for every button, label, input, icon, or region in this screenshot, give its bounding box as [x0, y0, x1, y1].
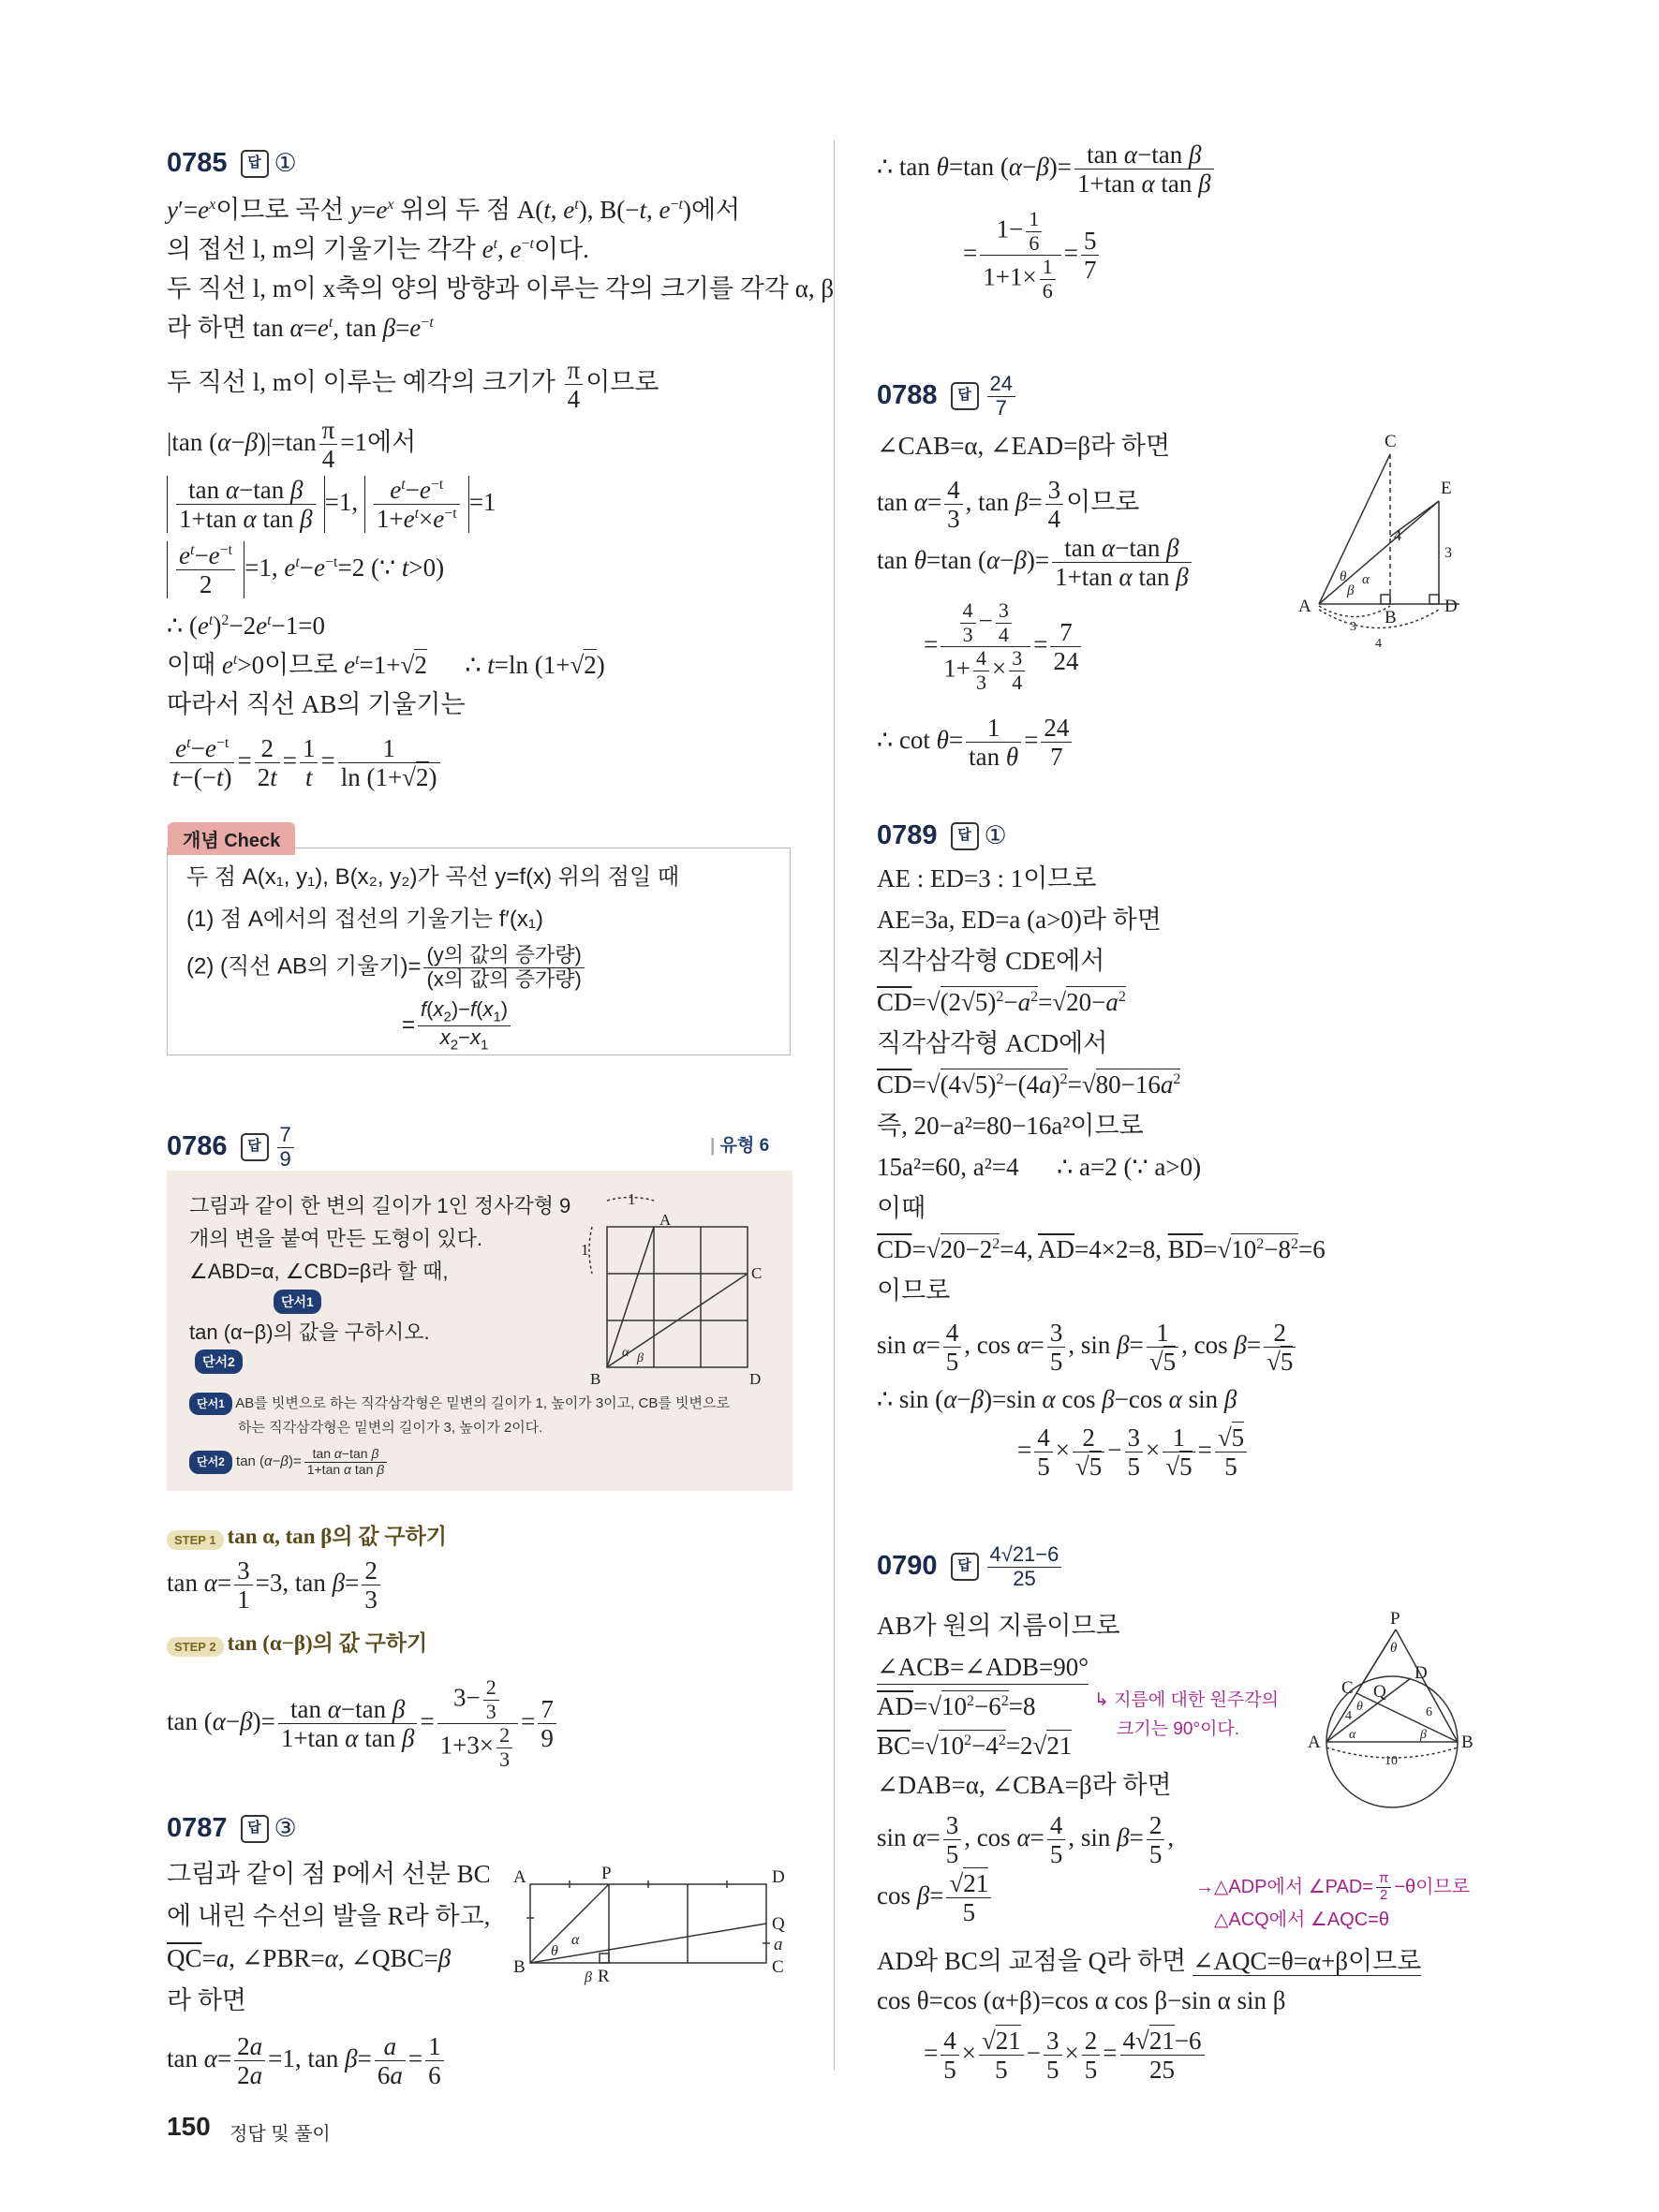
note-angle-relation: →△ADP에서 ∠PAD= $\frac{\pi}{2}$ −θ이므로 △ACQ에서 ∠AQC=θ	[1195, 1870, 1471, 1931]
svg-text:D: D	[1415, 1663, 1428, 1683]
math-line: $\overline{CD}=√20-2^2=4$, $\overline{AD}=4\times 2=8$, $\overline{BD}=√10^2-8^2=6$	[877, 1235, 1326, 1263]
svg-text:P: P	[601, 1864, 612, 1883]
text-line: $y'=e^x$이므로 곡선 $y=e^x$ 위의 두 점 A(t, $e^t$), B(−t, $e^{-t}$)에서	[167, 196, 741, 224]
math-line: tan (α−β)= $\frac{\text{tan α−tan β}}{\text{1+tan α tan β}}$ = 3− $\frac{2}{3}$ 1+3× $\frac{2}{3}$ = $\frac{7}{9}$	[167, 1676, 559, 1772]
svg-text:β: β	[585, 1969, 592, 1985]
svg-text:α: α	[571, 1932, 580, 1948]
svg-text:4: 4	[1375, 637, 1382, 651]
svg-text:C: C	[772, 1957, 784, 1977]
text-line: 그림과 같이 점 P에서 선분 BC	[167, 1860, 491, 1888]
math-line: $\overline{AD}=√10^2-6^2=8$	[877, 1692, 1036, 1720]
text-line: 즉, 20−a²=80−16a²이므로	[877, 1112, 1144, 1140]
problem-0786-box	[167, 1171, 792, 1491]
answer-icon: 답	[951, 1553, 979, 1581]
text-line: 에 내린 수선의 발을 R라 하고,	[167, 1902, 491, 1930]
text-line: 라 하면	[167, 1986, 246, 2014]
circle-figure	[1298, 1611, 1495, 1817]
text-line: 이때	[877, 1194, 926, 1222]
text-line: AB가 원의 지름이므로	[877, 1612, 1120, 1640]
math-line: $\overline{CD}=√(2√5)^2-a^2=√20-a^2$	[877, 988, 1126, 1016]
problem-number: 0786	[167, 1130, 228, 1161]
math-line: $\frac{e^t-e^{-t}}{2}$ =1, $e^t-e^{-t}=2$ (∵ t>0)	[167, 541, 444, 598]
page-number: 150	[167, 2112, 211, 2141]
svg-text:α: α	[622, 1346, 630, 1360]
math-line: tan α= $\frac{4}{3}$ , tan β= $\frac{3}{4}$ 이므로	[877, 476, 1140, 534]
svg-text:β: β	[1347, 583, 1355, 598]
math-line: $\overline{CD}=√(4√5)^2-(4a)^2=√80-16a^2$	[877, 1070, 1181, 1099]
answer-icon: 답	[241, 1815, 269, 1843]
problem-number: 0787	[167, 1813, 228, 1843]
concept-check-box	[167, 831, 791, 1055]
problem-0787-header	[167, 1813, 297, 1844]
svg-text:6: 6	[1426, 1705, 1432, 1719]
svg-text:α: α	[1349, 1728, 1356, 1742]
text-line: 직각삼각형 CDE에서	[877, 947, 1105, 975]
math-line: |tan (α−β)|=tan $\frac{\pi}{4}$ =1에서	[167, 416, 417, 474]
text-line: cos θ=cos (α+β)=cos α cos β−sin α sin β	[877, 1986, 1286, 2014]
section-title: 정답 및 풀이	[230, 2124, 331, 2145]
step2-heading: STEP 2 tan (α−β)의 값 구하기	[167, 1626, 427, 1657]
svg-text:C: C	[1385, 432, 1397, 451]
text-line: $\overline{QC}=a$, ∠PBR=α, ∠QBC=β	[167, 1944, 452, 1972]
answer-value: $\frac{24}{7}$	[987, 373, 1015, 420]
svg-text:θ: θ	[551, 1943, 558, 1959]
math-line: ∴ sin (α−β)=sin α cos β−cos α sin β	[877, 1385, 1237, 1413]
svg-text:A: A	[1298, 597, 1311, 616]
svg-text:D: D	[749, 1370, 762, 1388]
hint-tag-2: 단서2	[195, 1349, 243, 1374]
svg-text:E: E	[1441, 479, 1452, 498]
math-line: cos β= $\frac{√21}{5}$	[877, 1869, 994, 1926]
math-line: tan α= $\frac{2a}{2a}$ =1, tan β= $\frac{a}{6a}$ = $\frac{1}{6}$	[167, 2032, 447, 2089]
svg-text:10: 10	[1385, 1754, 1398, 1768]
math-line: $\frac{\text{tan α−tan β}}{\text{1+tan α tan β}}$ =1, $\frac{e^t-e^{-t}}{1+e^t\times e^{-t}}$ =1	[167, 476, 496, 533]
answer-value: $\frac{4√21-6}{25}$	[987, 1543, 1062, 1590]
svg-text:a: a	[774, 1935, 783, 1954]
svg-text:3: 3	[1444, 545, 1452, 561]
text-line: 두 직선 l, m이 이루는 예각의 크기가 $\frac{\pi}{4}$ 이므로	[167, 356, 659, 414]
problem-0785-header	[167, 148, 297, 179]
text-line: AD와 BC의 교점을 Q라 하면 ∠AQC=θ=α+β이므로	[877, 1947, 1422, 1975]
problem-number: 0785	[167, 148, 228, 178]
problem-number: 0790	[877, 1550, 938, 1581]
answer-icon: 답	[241, 1133, 269, 1161]
answer-icon: 답	[951, 382, 979, 410]
math-line: tan α= $\frac{3}{1}$ =3, tan β= $\frac{2}{3}$	[167, 1556, 383, 1614]
text-line: 따라서 직선 AB의 기울기는	[167, 690, 466, 718]
svg-text:β: β	[637, 1351, 644, 1365]
math-line: ∴ cot θ= $\frac{1}{\text{tan θ}}$ = $\frac{24}{7}$	[877, 714, 1074, 771]
grid-figure	[579, 1189, 766, 1388]
problem-text: 그림과 같이 한 변의 길이가 1인 정사각형 9 개의 변을 붙여 만든 도형이 있다. ∠ABD=α, ∠CBD=β라 할 때, 단서1 tan (α−β)의 값을 구하시오. 단서2	[189, 1189, 570, 1376]
math-line: 이때 $e^t>0$이므로 $e^t=1+√2$ ∴ t=ln (1+√2)	[167, 651, 605, 679]
answer-icon: 답	[951, 822, 979, 850]
svg-text:C: C	[1341, 1678, 1354, 1698]
svg-text:Q: Q	[1373, 1682, 1386, 1702]
rectangle-figure	[513, 1864, 794, 1995]
answer-value: ③	[274, 1814, 297, 1842]
svg-text:B: B	[590, 1370, 601, 1388]
math-line: = 1− $\frac{1}{6}$ 1+1× $\frac{1}{6}$ = $\frac{5}{7}$	[963, 208, 1102, 303]
svg-text:3: 3	[1350, 620, 1356, 634]
svg-text:Q: Q	[772, 1914, 785, 1934]
note-inscribed-angle: ↳ 지름에 대한 원주각의 크기는 90°이다.	[1094, 1690, 1279, 1740]
problem-number: 0789	[877, 820, 938, 850]
svg-text:D: D	[1444, 597, 1458, 616]
svg-text:θ: θ	[1356, 1700, 1363, 1714]
column-divider	[834, 140, 835, 2070]
svg-text:β: β	[1420, 1728, 1427, 1742]
svg-text:B: B	[513, 1957, 526, 1977]
text-line: 직각삼각형 ACD에서	[877, 1029, 1108, 1057]
text-line: 라 하면 $\tan \alpha=e^t$, $\tan \beta=e^{-t}$	[167, 314, 434, 342]
answer-value: ①	[274, 149, 297, 177]
hint-tag-1: 단서1	[274, 1290, 321, 1314]
text-line: ∠ACB=∠ADB=90°	[877, 1652, 1089, 1685]
problem-0786-header	[167, 1124, 297, 1171]
math-line: sin α= $\frac{3}{5}$ , cos α= $\frac{4}{5}$ , sin β= $\frac{2}{5}$ ,	[877, 1811, 1175, 1869]
problem-number: 0788	[877, 379, 938, 410]
svg-text:A: A	[659, 1211, 672, 1229]
text-line: AE=3a, ED=a (a>0)라 하면	[877, 906, 1162, 934]
concept-check-tag: 개념 Check	[168, 822, 295, 855]
math-line: ∴ tan θ=tan (α−β)= $\frac{\text{tan α−tan β}}{\text{1+tan α tan β}}$	[877, 140, 1217, 198]
step1-heading: STEP 1 tan α, tan β의 값 구하기	[167, 1519, 447, 1550]
text-line: 의 접선 l, m의 기울기는 각각 $e^t$, $e^{-t}$이다.	[167, 235, 589, 263]
answer-icon: 답	[241, 150, 269, 178]
math-line: ∴ $(e^t)^2-2e^t-1=0$	[167, 612, 325, 640]
hint-text: 단서1 AB를 빗변으로 하는 직각삼각형은 밑변의 길이가 1, 높이가 3이고, CB를 빗변으로 하는 직각삼각형은 밑변의 길이가 3, 높이가 2이다. 단서2 tan (α−β)= $\frac{\text{tan α−tan β}}{\text{1+tan α tan β}}$	[189, 1392, 730, 1477]
svg-text:B: B	[1385, 608, 1397, 627]
problem-type-badge: | 유형 6	[710, 1136, 770, 1156]
svg-text:B: B	[1461, 1733, 1474, 1752]
answer-value: ①	[984, 821, 1007, 849]
svg-text:A: A	[513, 1867, 526, 1887]
svg-text:4: 4	[1345, 1709, 1352, 1723]
math-line: = $\frac{4}{5}$ × $\frac{2}{√5}$ − $\frac{3}{5}$ × $\frac{1}{√5}$ = $\frac{√5}{5}$	[1017, 1423, 1250, 1481]
problem-0790-header	[877, 1543, 1064, 1590]
concept-check-body: 두 점 A(x₁, y₁), B(x₂, y₂)가 곡선 y=f(x) 위의 점일 때 (1) 점 A에서의 접선의 기울기는 f′(x₁) (2) (직선 AB의 기울기)= $\frac{\text{(y의 값의 증가량)}}{\text{(x의 값의 증가량)}}$ = $\frac{f(x_2)-f(x_1)}{x_2-x_1}$	[186, 864, 680, 1054]
svg-text:θ: θ	[1390, 1641, 1398, 1656]
svg-text:R: R	[598, 1967, 610, 1986]
text-line: ∠CAB=α, ∠EAD=β라 하면	[877, 432, 1171, 460]
math-line: $\overline{BC}=√10^2-4^2=2√21$	[877, 1732, 1073, 1760]
text-line: ∠DAB=α, ∠CBA=β라 하면	[877, 1771, 1172, 1799]
math-line: tan θ=tan (α−β)= $\frac{\text{tan α−tan β}}{\text{1+tan α tan β}}$	[877, 534, 1194, 591]
svg-text:θ: θ	[1340, 569, 1347, 584]
problem-0789-header	[877, 820, 1007, 851]
svg-text:α: α	[1362, 572, 1370, 587]
triangle-figure	[1298, 426, 1495, 660]
answer-value: $\frac{7}{9}$	[277, 1124, 294, 1171]
text-line: 두 직선 l, m이 x축의 양의 방향과 이루는 각의 크기를 각각 α, β	[167, 274, 835, 302]
math-line: sin α= $\frac{4}{5}$ , cos α= $\frac{3}{5}$ , sin β= $\frac{1}{√5}$ , cos β= $\frac{2}{√5}$	[877, 1319, 1298, 1376]
text-line: 이므로	[877, 1276, 951, 1305]
math-line: $\frac{e^t-e^{-t}}{t-(-t)}$ = $\frac{2}{2t}$ = $\frac{1}{t}$ = $\frac{1}{\ln (1+√2)}$	[167, 734, 443, 791]
svg-text:A: A	[1308, 1733, 1321, 1752]
svg-text:P: P	[1390, 1609, 1400, 1629]
math-line: 15a²=60, a²=4 ∴ a=2 (∵ a>0)	[877, 1153, 1202, 1181]
svg-text:C: C	[751, 1264, 763, 1282]
svg-text:D: D	[772, 1867, 785, 1887]
svg-text:1: 1	[581, 1241, 589, 1259]
svg-text:1: 1	[628, 1190, 636, 1208]
math-line: = $\frac{4}{3}$ − $\frac{3}{4}$ 1+ $\frac{4}{3}$ × $\frac{3}{4}$ = $\frac{7}{24}$	[924, 599, 1084, 695]
svg-text:4: 4	[1394, 528, 1401, 544]
text-line: AE : ED=3 : 1이므로	[877, 864, 1097, 892]
problem-0788-header	[877, 373, 1018, 420]
math-line: = $\frac{4}{5}$ × $\frac{√21}{5}$ − $\frac{3}{5}$ × $\frac{2}{5}$ = $\frac{4√21-6}{25}$	[924, 2027, 1207, 2084]
